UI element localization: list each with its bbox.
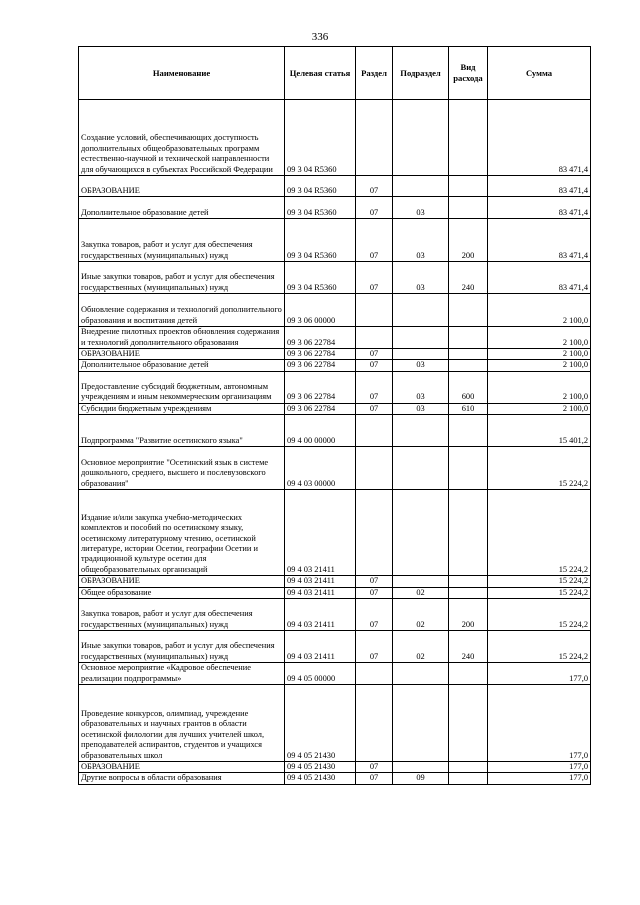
cell-expense-type xyxy=(449,360,488,371)
cell-amount: 83 471,4 xyxy=(488,100,591,176)
cell-section xyxy=(356,447,393,490)
cell-amount: 2 100,0 xyxy=(488,349,591,360)
table-row xyxy=(79,490,591,576)
cell-expense-type xyxy=(449,197,488,219)
header-expense-type: Вид расхода xyxy=(449,47,488,100)
cell-subsection xyxy=(393,663,449,685)
table-row xyxy=(79,176,591,197)
cell-name: ОБРАЗОВАНИЕ xyxy=(79,762,285,773)
cell-section xyxy=(356,327,393,349)
cell-amount: 177,0 xyxy=(488,762,591,773)
cell-amount: 2 100,0 xyxy=(488,371,591,403)
cell-amount: 83 471,4 xyxy=(488,197,591,219)
cell-expense-type xyxy=(449,773,488,784)
budget-table xyxy=(78,46,591,785)
cell-target: 09 4 03 21411 xyxy=(285,587,356,598)
table-row xyxy=(79,599,591,631)
cell-name: Закупка товаров, работ и услуг для обеспечения государственных (муниципальных) нужд xyxy=(79,219,285,262)
cell-subsection: 02 xyxy=(393,587,449,598)
cell-target: 09 3 04 R5360 xyxy=(285,262,356,294)
table-row xyxy=(79,327,591,349)
table-row xyxy=(79,762,591,773)
cell-section: 07 xyxy=(356,371,393,403)
cell-section: 07 xyxy=(356,762,393,773)
cell-section: 07 xyxy=(356,631,393,663)
cell-expense-type xyxy=(449,294,488,327)
cell-section xyxy=(356,100,393,176)
cell-name: Основное мероприятие "Осетинский язык в системе дошкольного, среднего, высшего и послевузовского образования" xyxy=(79,447,285,490)
cell-name: Создание условий, обеспечивающих доступность дополнительных общеобразовательных программ естественно-научной и технической направленности для обучающихся в субъектах Российской Федерации xyxy=(79,100,285,176)
cell-subsection xyxy=(393,762,449,773)
cell-target: 09 3 06 22784 xyxy=(285,360,356,371)
cell-subsection xyxy=(393,490,449,576)
cell-amount: 15 224,2 xyxy=(488,576,591,587)
cell-name: Дополнительное образование детей xyxy=(79,197,285,219)
cell-section: 07 xyxy=(356,576,393,587)
cell-expense-type xyxy=(449,176,488,197)
cell-target: 09 3 04 R5360 xyxy=(285,219,356,262)
cell-expense-type xyxy=(449,415,488,447)
cell-subsection: 03 xyxy=(393,371,449,403)
cell-amount: 2 100,0 xyxy=(488,294,591,327)
cell-name: Внедрение пилотных проектов обновления содержания и технологий дополнительного образования xyxy=(79,327,285,349)
cell-name: Проведение конкурсов, олимпиад, учреждение образовательных и научных грантов в области осетинской филологии для лучших учителей школ, преподавателей аспирантов, студентов и учащихся образовательных школ xyxy=(79,685,285,762)
cell-expense-type: 600 xyxy=(449,371,488,403)
table-header-row xyxy=(79,47,591,100)
cell-subsection: 03 xyxy=(393,403,449,414)
cell-target: 09 4 05 21430 xyxy=(285,762,356,773)
cell-amount: 83 471,4 xyxy=(488,219,591,262)
cell-section xyxy=(356,415,393,447)
cell-subsection xyxy=(393,685,449,762)
cell-name: Предоставление субсидий бюджетным, автономным учреждениям и иным некоммерческим организациям xyxy=(79,371,285,403)
table-row xyxy=(79,447,591,490)
table-row xyxy=(79,219,591,262)
cell-target: 09 4 05 21430 xyxy=(285,773,356,784)
cell-expense-type: 610 xyxy=(449,403,488,414)
cell-name: Иные закупки товаров, работ и услуг для обеспечения государственных (муниципальных) нужд xyxy=(79,631,285,663)
table-row xyxy=(79,360,591,371)
cell-section: 07 xyxy=(356,403,393,414)
cell-expense-type xyxy=(449,576,488,587)
cell-target: 09 3 06 22784 xyxy=(285,403,356,414)
cell-expense-type: 200 xyxy=(449,599,488,631)
cell-target: 09 3 06 22784 xyxy=(285,349,356,360)
cell-amount: 15 224,2 xyxy=(488,587,591,598)
cell-name: ОБРАЗОВАНИЕ xyxy=(79,349,285,360)
cell-expense-type xyxy=(449,349,488,360)
cell-name: Подпрограмма "Развитие осетинского языка" xyxy=(79,415,285,447)
cell-amount: 177,0 xyxy=(488,663,591,685)
cell-section xyxy=(356,490,393,576)
cell-subsection xyxy=(393,176,449,197)
page-number: 336 xyxy=(311,31,329,43)
cell-amount: 177,0 xyxy=(488,685,591,762)
cell-section xyxy=(356,663,393,685)
cell-expense-type xyxy=(449,663,488,685)
cell-subsection: 02 xyxy=(393,631,449,663)
cell-target: 09 3 06 00000 xyxy=(285,294,356,327)
header-name: Наименование xyxy=(79,47,285,100)
cell-name: Издание и/или закупка учебно-методических комплектов и пособий по осетинскому языку, осетинскому литературному чтению, осетинской литературе, истории Осетии, географии Осетии и традиционной культуре осетин для общеобразовательных организаций xyxy=(79,490,285,576)
cell-target: 09 4 03 21411 xyxy=(285,576,356,587)
cell-section: 07 xyxy=(356,773,393,784)
cell-section: 07 xyxy=(356,197,393,219)
cell-target: 09 3 06 22784 xyxy=(285,371,356,403)
cell-section: 07 xyxy=(356,349,393,360)
cell-section: 07 xyxy=(356,262,393,294)
cell-subsection: 03 xyxy=(393,360,449,371)
cell-subsection xyxy=(393,294,449,327)
cell-amount: 2 100,0 xyxy=(488,360,591,371)
cell-subsection: 02 xyxy=(393,599,449,631)
cell-subsection xyxy=(393,100,449,176)
cell-target: 09 3 04 R5360 xyxy=(285,100,356,176)
cell-subsection: 09 xyxy=(393,773,449,784)
cell-target: 09 4 03 00000 xyxy=(285,447,356,490)
cell-target: 09 4 00 00000 xyxy=(285,415,356,447)
header-subsection: Подраздел xyxy=(393,47,449,100)
table-row xyxy=(79,294,591,327)
cell-target: 09 4 05 00000 xyxy=(285,663,356,685)
cell-subsection: 03 xyxy=(393,219,449,262)
cell-amount: 15 224,2 xyxy=(488,599,591,631)
cell-subsection: 03 xyxy=(393,262,449,294)
header-section: Раздел xyxy=(356,47,393,100)
cell-subsection: 03 xyxy=(393,197,449,219)
table-row xyxy=(79,349,591,360)
cell-subsection xyxy=(393,415,449,447)
cell-name: Закупка товаров, работ и услуг для обеспечения государственных (муниципальных) нужд xyxy=(79,599,285,631)
cell-subsection xyxy=(393,576,449,587)
cell-section: 07 xyxy=(356,219,393,262)
cell-name: Другие вопросы в области образования xyxy=(79,773,285,784)
cell-section: 07 xyxy=(356,176,393,197)
cell-subsection xyxy=(393,327,449,349)
table-row xyxy=(79,262,591,294)
table-row xyxy=(79,685,591,762)
cell-expense-type: 200 xyxy=(449,219,488,262)
cell-expense-type xyxy=(449,327,488,349)
cell-amount: 2 100,0 xyxy=(488,403,591,414)
cell-section: 07 xyxy=(356,360,393,371)
cell-amount: 15 224,2 xyxy=(488,631,591,663)
cell-amount: 177,0 xyxy=(488,773,591,784)
cell-amount: 2 100,0 xyxy=(488,327,591,349)
cell-section xyxy=(356,685,393,762)
cell-expense-type: 240 xyxy=(449,262,488,294)
table-row xyxy=(79,415,591,447)
cell-target: 09 4 05 21430 xyxy=(285,685,356,762)
cell-expense-type xyxy=(449,587,488,598)
cell-amount: 83 471,4 xyxy=(488,176,591,197)
cell-expense-type xyxy=(449,447,488,490)
cell-target: 09 3 04 R5360 xyxy=(285,176,356,197)
cell-section: 07 xyxy=(356,587,393,598)
table-row xyxy=(79,576,591,587)
cell-subsection xyxy=(393,349,449,360)
cell-amount: 15 224,2 xyxy=(488,447,591,490)
cell-amount: 15 401,2 xyxy=(488,415,591,447)
cell-expense-type xyxy=(449,490,488,576)
cell-name: Дополнительное образование детей xyxy=(79,360,285,371)
table-row xyxy=(79,663,591,685)
header-target: Целевая статья xyxy=(285,47,356,100)
cell-expense-type xyxy=(449,762,488,773)
cell-amount: 15 224,2 xyxy=(488,490,591,576)
cell-name: ОБРАЗОВАНИЕ xyxy=(79,176,285,197)
cell-name: ОБРАЗОВАНИЕ xyxy=(79,576,285,587)
table-row xyxy=(79,773,591,784)
cell-expense-type xyxy=(449,100,488,176)
table-row xyxy=(79,371,591,403)
cell-name: Иные закупки товаров, работ и услуг для обеспечения государственных (муниципальных) нужд xyxy=(79,262,285,294)
table-row xyxy=(79,631,591,663)
cell-target: 09 3 06 22784 xyxy=(285,327,356,349)
table-row xyxy=(79,197,591,219)
cell-target: 09 4 03 21411 xyxy=(285,599,356,631)
cell-section: 07 xyxy=(356,599,393,631)
cell-name: Обновление содержания и технологий дополнительного образования и воспитания детей xyxy=(79,294,285,327)
table-row xyxy=(79,587,591,598)
cell-target: 09 4 03 21411 xyxy=(285,631,356,663)
cell-name: Основное мероприятие «Кадровое обеспечение реализации подпрограммы» xyxy=(79,663,285,685)
cell-target: 09 4 03 21411 xyxy=(285,490,356,576)
table-row xyxy=(79,100,591,176)
table-row xyxy=(79,403,591,414)
header-amount: Сумма xyxy=(488,47,591,100)
cell-amount: 83 471,4 xyxy=(488,262,591,294)
cell-name: Общее образование xyxy=(79,587,285,598)
cell-subsection xyxy=(393,447,449,490)
cell-name: Субсидии бюджетным учреждениям xyxy=(79,403,285,414)
cell-expense-type xyxy=(449,685,488,762)
cell-target: 09 3 04 R5360 xyxy=(285,197,356,219)
cell-section xyxy=(356,294,393,327)
cell-expense-type: 240 xyxy=(449,631,488,663)
